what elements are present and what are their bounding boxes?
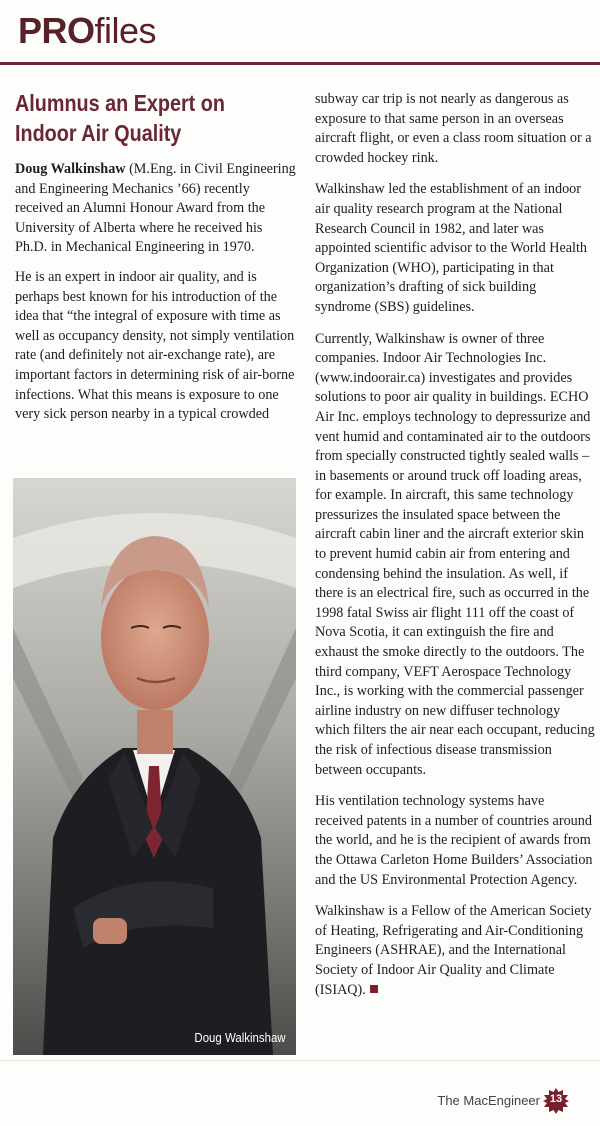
section-title <box>18 10 156 52</box>
article-headline: Alumnus an Expert on Indoor Air Quality <box>15 90 225 146</box>
right-column <box>315 90 595 1012</box>
paragraph: subway car trip is not nearly as dangerous as exposure to that same person in an overseas aircraft flight, or even a class room situation or a crowded hockey rink. <box>315 91 592 166</box>
paragraph: Currently, Walkinshaw is owner of three companies. Indoor Air Technologies Inc. (www.indoorair.ca) investigates and provides solutions to poor air quality in buildings. ECHO Air Inc. employs technology to depressurize and vent humid and contaminated air to the outdoors from specially constructed tightly sealed walls – in basements or around truck off loading areas, for example. In aircraft, this same technology pressurizes the insulated space between the aircraft cabin liner and the aircraft exterior skin to prevent humid cabin air from entering and condensing behind the insulation. As well, if there is an electrical fire, such as occurred in the 1998 fatal Swiss air flight 111 off the coast of Nova Scotia, it can extinguish the fire and exhaust the smoke directly to the outdoors. The third company, VEFT Aerospace Technology Inc., is working with the commercial passenger airline industry on new diffuser technology which filters the air near each occupant, reducing the risk of infectious disease transmission between occupants. <box>315 330 595 778</box>
closing-text: Walkinshaw is a Fellow of the American Society of Heating, Refrigerating and Air-Conditioning Engineers (ASHRAE), and the International Society of Indoor Air Quality and Climate (ISIAQ). <box>315 903 592 998</box>
header-rule <box>0 62 600 65</box>
paragraph <box>315 902 595 1000</box>
paragraph: He is an expert in indoor air quality, and is perhaps best known for his introduction of the idea that “the integral of exposure with time as well as occupancy density, not simply ventilation rate (and definitely not air-exchange rate), are important factors in determining risk of air-borne infections. What this means is exposure to one very sick person nearby in a typical crowded <box>15 268 295 423</box>
portrait-illustration <box>13 478 296 1055</box>
section-title-bold: PRO <box>18 10 95 51</box>
paragraph: Walkinshaw led the establishment of an indoor air quality research program at the National Research Council in 1982, and later was appointed scientific advisor to the World Health Organization (WHO), participating in that organization’s drafting of sick building syndrome (SBS) guidelines. <box>315 181 588 315</box>
left-column <box>15 160 298 435</box>
publication-name: The MacEngineer <box>437 1093 540 1108</box>
portrait-photo <box>13 478 296 1055</box>
footer-rule <box>0 1060 600 1061</box>
end-mark-icon <box>370 985 378 993</box>
page-number: 13 <box>549 1093 563 1105</box>
lead-text: (M.Eng. in Civil Engineering and Engineering Mechanics ’66) recently received an Alumni Honour Award from the University of Alberta where he received his Ph.D. in Mechanical Engineering in 1970. <box>15 161 296 256</box>
paragraph <box>15 160 298 258</box>
lead-name: Doug Walkinshaw <box>15 161 126 177</box>
paragraph: His ventilation technology systems have received patents in a number of countries around the world, and he is the recipient of awards from the Ottawa Carleton Home Builders’ Association and the US Environmental Protection Agency. <box>315 793 593 888</box>
section-title-rest: files <box>94 10 157 51</box>
photo-caption: Doug Walkinshaw <box>194 1030 286 1045</box>
